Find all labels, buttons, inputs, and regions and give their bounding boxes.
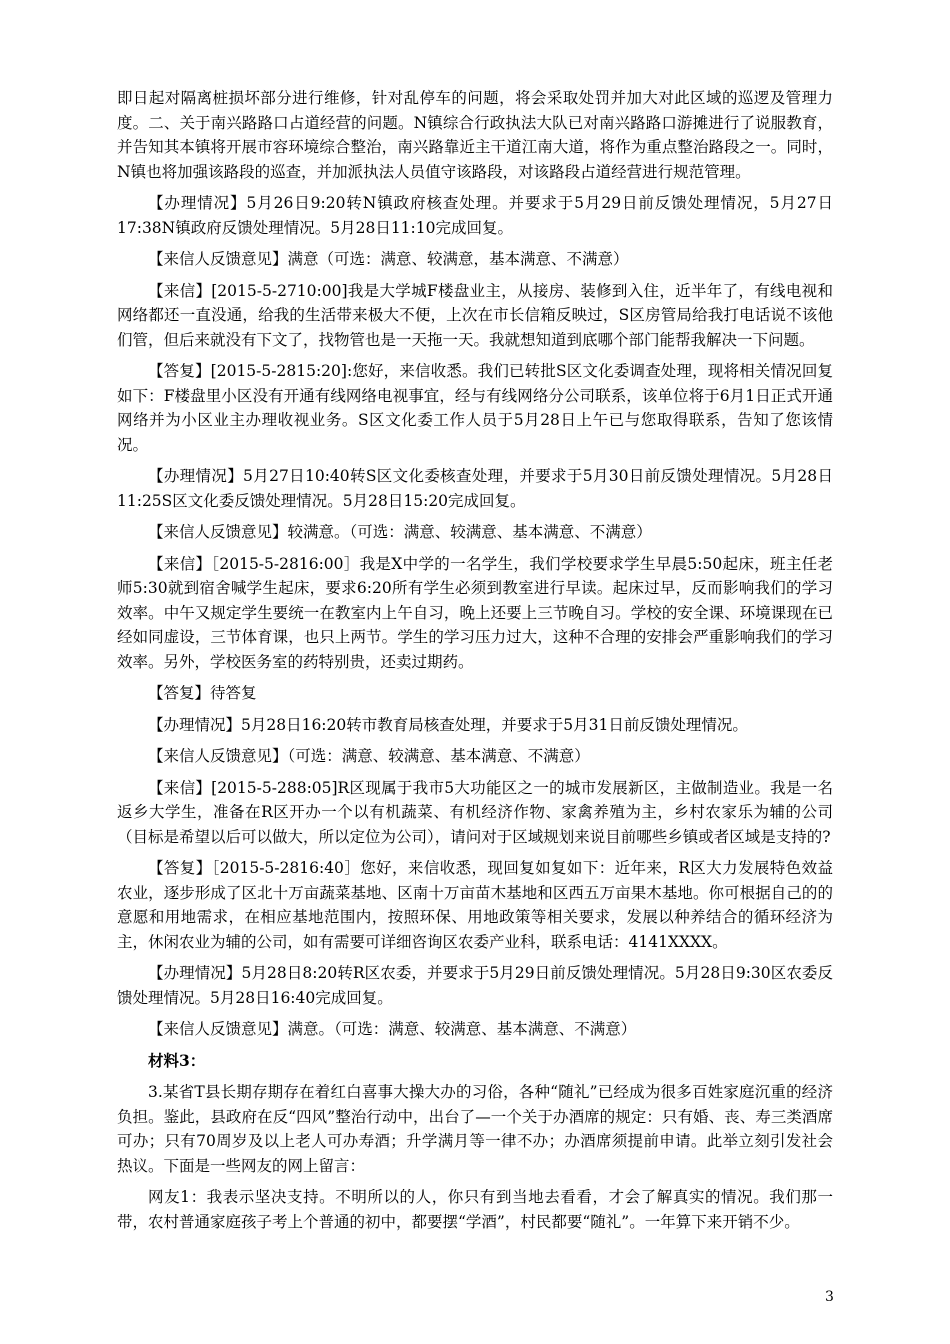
paragraph-handling-status: 【办理情况】5月26日9:20转N镇政府核查处理。并要求于5月29日前反馈处理情况，5月27日17:38N镇政府反馈处理情况。5月28日11:10完成回复。 [117,194,833,237]
paragraph-feedback: 【来信人反馈意见】满意（可选：满意、较满意，基本满意、不满意） [148,250,629,268]
paragraph-feedback: 【来信人反馈意见】（可选：满意、较满意、基本满意、不满意） [148,747,590,765]
document-body [117,86,833,1241]
paragraph-handling-status: 【办理情况】5月27日10:40转S区文化委核查处理，并要求于5月30日前反馈处理情况。5月28日11:25S区文化委反馈处理情况。5月28日15:20完成回复。 [117,467,833,510]
paragraph-letter: 【来信】[2015-5-288:05]R区现属于我市5大功能区之一的城市发展新区，主做制造业。我是一名返乡大学生，准备在R区开办一个以有机蔬菜、有机经济作物、家禽养殖为主，乡村农家乐为辅的公司（目标是希望以后可以做大，所以定位为公司），请问对于区域规划来说目前哪些乡镇或者区域是支持的? [117,778,833,846]
paragraph-reply: 【答复】［2015-5-2816:40］您好，来信收悉，现回复如复如下：近年来，R区大力发展特色效益农业，逐步形成了区北十万亩蔬菜基地、区南十万亩苗木基地和区西五万亩果木基地。你可根据自己的的意愿和用地需求，在相应基地范围内，按照环保、用地政策等相关要求，发展以种养结合的循环经济为主，休闲农业为辅的公司，如有需要可详细咨询区农委产业科，联系电话：4141XXXX。 [117,859,833,951]
section-heading: 材料3： [148,1050,206,1070]
paragraph-reply: 【答复】[2015-5-2815:20]:您好，来信收悉。我们已转批S区文化委调查处理，现将相关情况回复如下：F楼盘里小区没有开通有线网络电视事宜，经与有线网络分公司联系，该单位将于6月1日正式开通网络并为小区业主办理收视业务。S区文化委工作人员于5月28日上午已与您取得联系，告知了您该情况。 [117,362,833,454]
page-number: 3 [825,1289,834,1305]
paragraph-feedback: 【来信人反馈意见】较满意。（可选：满意、较满意、基本满意、不满意） [148,523,652,541]
paragraph-handling-status: 【办理情况】5月28日8:20转R区农委，并要求于5月29日前反馈处理情况。5月28日9:30区农委反馈处理情况。5月28日16:40完成回复。 [117,964,833,1007]
paragraph-material: 3.某省T县长期存期存在着红白喜事大操大办的习俗，各种“随礼”已经成为很多百姓家庭沉重的经济负担。鉴此，县政府在反“四风”整治行动中，出台了—一个关于办酒席的规定：只有婚、丧、寿三类酒席可办；只有70周岁及以上老人可办寿酒；升学满月等一律不办；办酒席须提前申请。此举立刻引发社会热议。下面是一些网友的网上留言： [117,1083,833,1175]
paragraph-feedback: 【来信人反馈意见】满意。（可选：满意、较满意、基本满意、不满意） [148,1020,637,1038]
paragraph-netizen-comment: 网友1：我表示坚决支持。不明所以的人，你只有到当地去看看，才会了解真实的情况。我们那一带，农村普通家庭孩子考上个普通的初中，都要摆“学酒”，村民都要“随礼”。一年算下来开销不少。 [117,1188,833,1231]
paragraph-reply: 【答复】待答复 [148,684,257,702]
paragraph-handling-status: 【办理情况】5月28日16:20转市教育局核查处理，并要求于5月31日前反馈处理情况。 [148,715,748,734]
paragraph-letter: 【来信】[2015-5-2710:00]我是大学城F楼盘业主，从接房、装修到入住，近半年了，有线电视和网络都还一直没通，给我的生活带来极大不便，上次在市长信箱反映过，S区房管局给我打电话说不该他们管，但后来就没有下文了，找物管也是一天拖一天。我就想知道到底哪个部门能帮我解决一下问题。 [117,281,833,349]
paragraph-letter: 【来信】［2015-5-2816:00］我是X中学的一名学生，我们学校要求学生早晨5:50起床，班主任老师5:30就到宿舍喊学生起床，要求6:20所有学生必须到教室进行早读。起床过早，反而影响我们的学习效率。中午又规定学生要统一在教室内上午自习，晚上还要上三节晚自习。学校的安全课、环境课现在已经如同虚设，三节体育课，也只上两节。学生的学习压力过大，这种不合理的安排会严重影响我们的学习效率。另外，学校医务室的药特别贵，还卖过期药。 [117,554,833,671]
paragraph-continuation: 即日起对隔离桩损坏部分进行维修，针对乱停车的问题，将会采取处罚并加大对此区域的巡逻及管理力度。二、关于南兴路路口占道经营的问题。N镇综合行政执法大队已对南兴路路口游摊进行了说服教育，并告知其本镇将开展市容环境综合整治，南兴路靠近主干道江南大道，将作为重点整治路段之一。同时，N镇也将加强该路段的巡查，并加派执法人员值守该路段，对该路段占道经营进行规范管理。 [117,89,833,181]
